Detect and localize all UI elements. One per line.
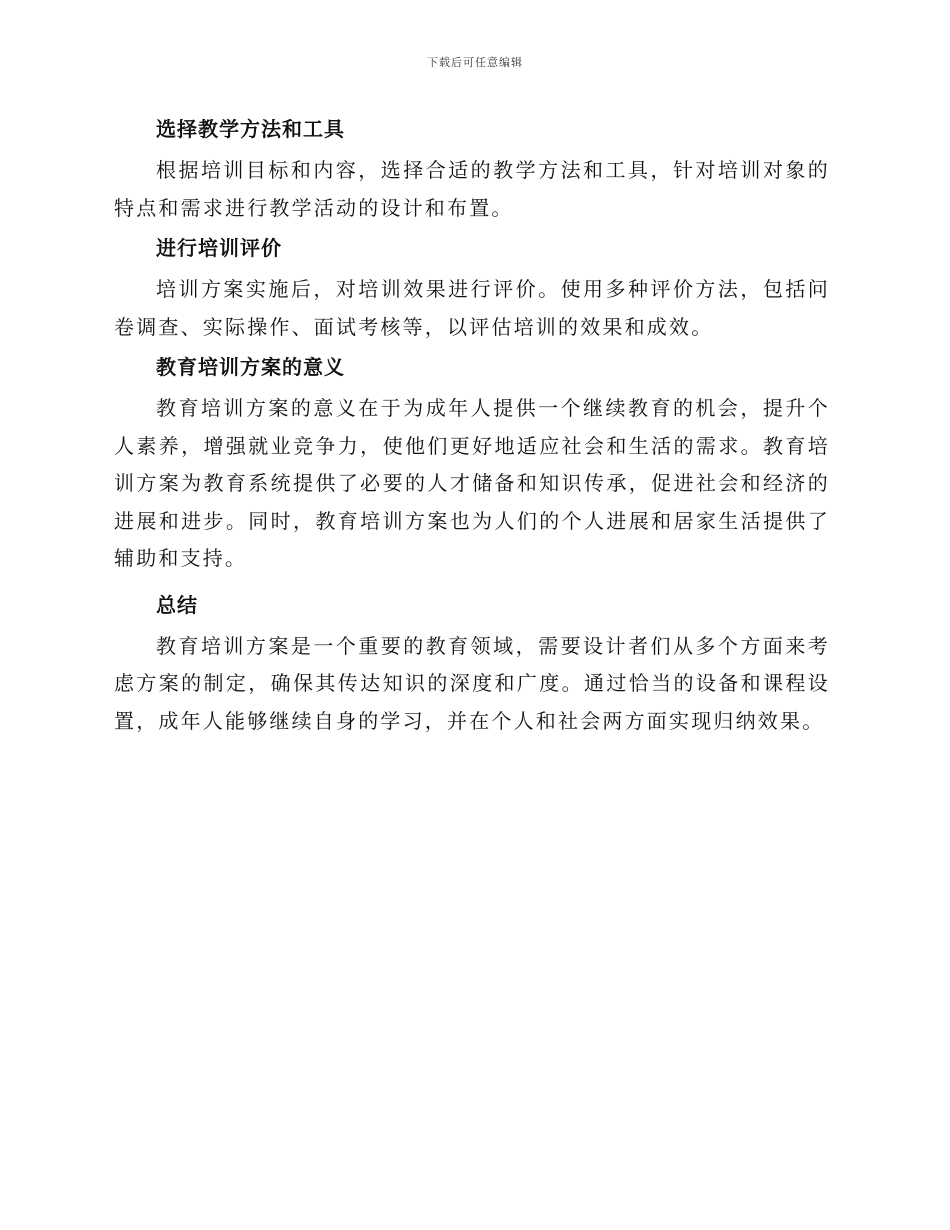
- section-teaching-methods: [114, 112, 830, 227]
- section-heading: 选择教学方法和工具: [156, 117, 345, 141]
- section-paragraph: 教育培训方案是一个重要的教育领域，需要设计者们从多个方面来考虑方案的制定，确保其传达知识的深度和广度。通过恰当的设备和课程设置，成年人能够继续自身的学习，并在个人和社会两方面实现归纳效果。: [114, 633, 830, 733]
- section-heading: 教育培训方案的意义: [156, 355, 345, 379]
- section-summary: [114, 588, 830, 741]
- section-training-evaluation: [114, 231, 830, 346]
- section-paragraph: 根据培训目标和内容，选择合适的教学方法和工具，针对培训对象的特点和需求进行教学活动的设计和布置。: [114, 158, 830, 220]
- section-heading: 进行培训评价: [156, 236, 282, 260]
- section-significance: [114, 350, 830, 578]
- section-heading: 总结: [156, 592, 198, 617]
- section-paragraph: 教育培训方案的意义在于为成年人提供一个继续教育的机会，提升个人素养，增强就业竞争力，使他们更好地适应社会和生活的需求。教育培训方案为教育系统提供了必要的人才储备和知识传承，促进社会和经济的进展和进步。同时，教育培训方案也为人们的个人进展和居家生活提供了辅助和支持。: [114, 396, 830, 570]
- document-body: [114, 112, 830, 746]
- page-header: 下载后可任意编辑: [427, 56, 523, 69]
- section-paragraph: 培训方案实施后，对培训效果进行评价。使用多种评价方法，包括问卷调查、实际操作、面试考核等，以评估培训的效果和成效。: [114, 277, 830, 339]
